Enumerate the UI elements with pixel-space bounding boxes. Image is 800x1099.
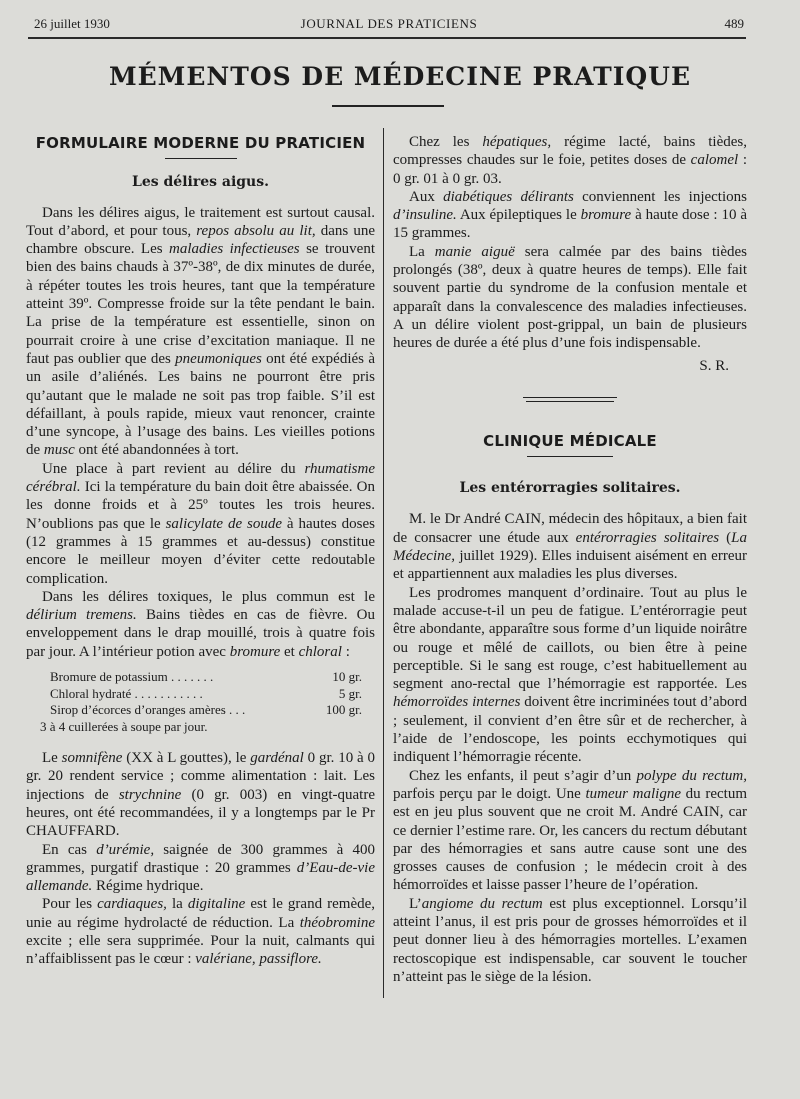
column-divider: [383, 128, 384, 998]
prescription-row: Bromure de potassium . . . . . . . 10 gr.: [50, 669, 362, 685]
paragraph: Chez les hépatiques, régime lacté, bains tièdes, compresses chaudes sur le foie, petites doses de calomel : 0 gr. 01 à 0 gr. 03.: [393, 134, 747, 187]
paragraph: Le somnifène (XX à L gouttes), le gardénal 0 gr. 10 à 0 gr. 20 rendent service ; comme alimentation : lait. Les injections de strychnine (0 gr. 003) en vingt-quatre heures, ont été recommandées, il y a longtemps par le Pr CHAUFFARD.: [26, 750, 375, 840]
paragraph: En cas d’urémie, saignée de 300 grammes à 400 grammes, purgatif drastique : 20 grammes d’Eau-de-vie allemande. Régime hydrique.: [26, 841, 375, 895]
prescription-list: [40, 669, 375, 735]
right-column: [393, 133, 747, 986]
prescription-row: Chloral hydraté . . . . . . . . . . . 5 gr.: [50, 685, 362, 701]
section-rule: [527, 456, 613, 457]
prescription-row: Sirop d’écorces d’oranges amères . . . 100 gr.: [50, 702, 362, 718]
author-signature: S. R.: [699, 357, 729, 374]
paragraph: Aux diabétiques délirants conviennent les injections d’insuline. Aux épileptiques le bromure à haute dose : 10 à 15 grammes.: [393, 188, 747, 242]
section-heading-clinique: CLINIQUE MÉDICALE: [483, 431, 657, 450]
title-rule: [332, 105, 444, 107]
paragraph: La manie aiguë sera calmée par des bains tièdes prolongés (38º, deux à quatre heures de temps). Elle fait souvent partie du syndrome de la confusion mentale et apparaît dans la convalescence des maladies infectieuses. A un délire violent post-grippal, un bain de plusieurs heures de durée a été plus d’une fois indispensable.: [393, 243, 748, 352]
paragraph: Une place à part revient au délire du rhumatisme cérébral. Ici la température du bain doit être abaissée. On les donne froids et à 25º toutes les trois heures. N’oublions pas que le salicylate de soude à hautes doses (12 grammes à 15 grammes et au-dessus) constitue encore le meilleur moyen d’éviter cette redoutable complication.: [26, 460, 375, 587]
paragraph: Dans les délires aigus, le traitement est surtout causal. Tout d’abord, et pour tous, repos absolu au lit, dans une chambre obscure. Les maladies infectieuses se trouvent bien des bains chauds à 37º-38º, de dix minutes de durée, à répéter toutes les trois heures, tant que la température atteint 39º. Compresse froide sur la tête pendant le bain. La prise de la température est essentielle, sinon on pourrait croire à une crise d’excitation maniaque. Il ne faut pas oublier que des pneumoniques ont été expédiés à un asile d’aliénés. Les bains ne pourront être pris qu’autant que le malade ne soit pas trop faible. S’il est défaillant, à pouls rapide, mieux vaut renoncer, crainte d’une syncope, à l’usage des bains. Les vieilles potions de musc ont été abandonnées à tort.: [26, 204, 375, 459]
paragraph: Les prodromes manquent d’ordinaire. Tout au plus le malade accuse-t-il un peu de fatigue. L’entérorragie peut être abondante, apparaître sous forme d’un liquide noirâtre ou rouge et mêlé de caillots, ou bien être à peine perceptible. Si le sang est rouge, c’est habituellement au segment ano-rectal que l’hémorragie est rapportée. Les hémorroïdes internes doivent être incriminées tout d’abord ; seulement, il convient d’en être sûr et de rechercher, à l’aide de l’endoscope, les points ecchymotiques qui indiquent l’hémorragie récente.: [393, 584, 747, 766]
paragraph: Dans les délires toxiques, le plus commun est le délirium tremens. Bains tièdes en cas de fièvre. Ou enveloppement dans le drap mouillé, trois à quatre fois par jour. A l’intérieur potion avec bromure et chloral :: [26, 588, 376, 660]
page-title: MÉMENTOS DE MÉDECINE PRATIQUE: [108, 62, 692, 91]
paragraph: Chez les enfants, il peut s’agir d’un polype du rectum, parfois perçu par le doigt. Une tumeur maligne du rectum est en jeu plus souvent que ne croit M. André CAIN, car ce dernier l’estime rare. Or, les cancers du rectum débutant par des hémorragies et sans autre cause sont une des grosses causes de confusion ; le médecin croit à des hémorroïdes et laisse passer l’heure de l’opération.: [393, 767, 747, 894]
issue-date: 26 juillet 1930: [34, 16, 110, 31]
separator-rule: [526, 401, 614, 402]
paragraph: Pour les cardiaques, la digitaline est le grand remède, unie au régime hydrolacté de réduction. La théobromine excite ; elle sera supprimée. Pour la nuit, calmants qui n’affaiblissent pas le cœur : valériane, passiflore.: [26, 896, 376, 968]
paragraph: L’angiome du rectum est plus exceptionnel. Lorsqu’il atteint l’anus, il est pris pour de grosses hémorroïdes et il peut donner lieu à des hémorragies mortelles. L’examen rectoscopique est indispensable, car souvent le toucher n’atteint pas le siège de la lésion.: [393, 895, 747, 985]
header-rule: [28, 37, 746, 39]
left-column: [26, 134, 375, 969]
dosage-note: 3 à 4 cuillerées à soupe par jour.: [40, 718, 208, 734]
article-title-enterorragies: Les entérorragies solitaires.: [459, 480, 681, 497]
section-rule: [165, 158, 237, 159]
journal-name: JOURNAL DES PRATICIENS: [300, 16, 478, 31]
page-number: 489: [724, 16, 744, 31]
running-head: [34, 14, 744, 34]
paragraph: M. le Dr André CAIN, médecin des hôpitaux, a bien fait de consacrer une étude aux entérorragies solitaires (La Médecine, juillet 1929). Elles induisent aisément en erreur et appartiennent aux maladies les plus diverses.: [393, 511, 747, 583]
section-heading-formulaire: FORMULAIRE MODERNE DU PRATICIEN: [35, 134, 366, 152]
article-title-delires: Les délires aigus.: [132, 174, 269, 191]
separator-rule: [523, 397, 617, 398]
